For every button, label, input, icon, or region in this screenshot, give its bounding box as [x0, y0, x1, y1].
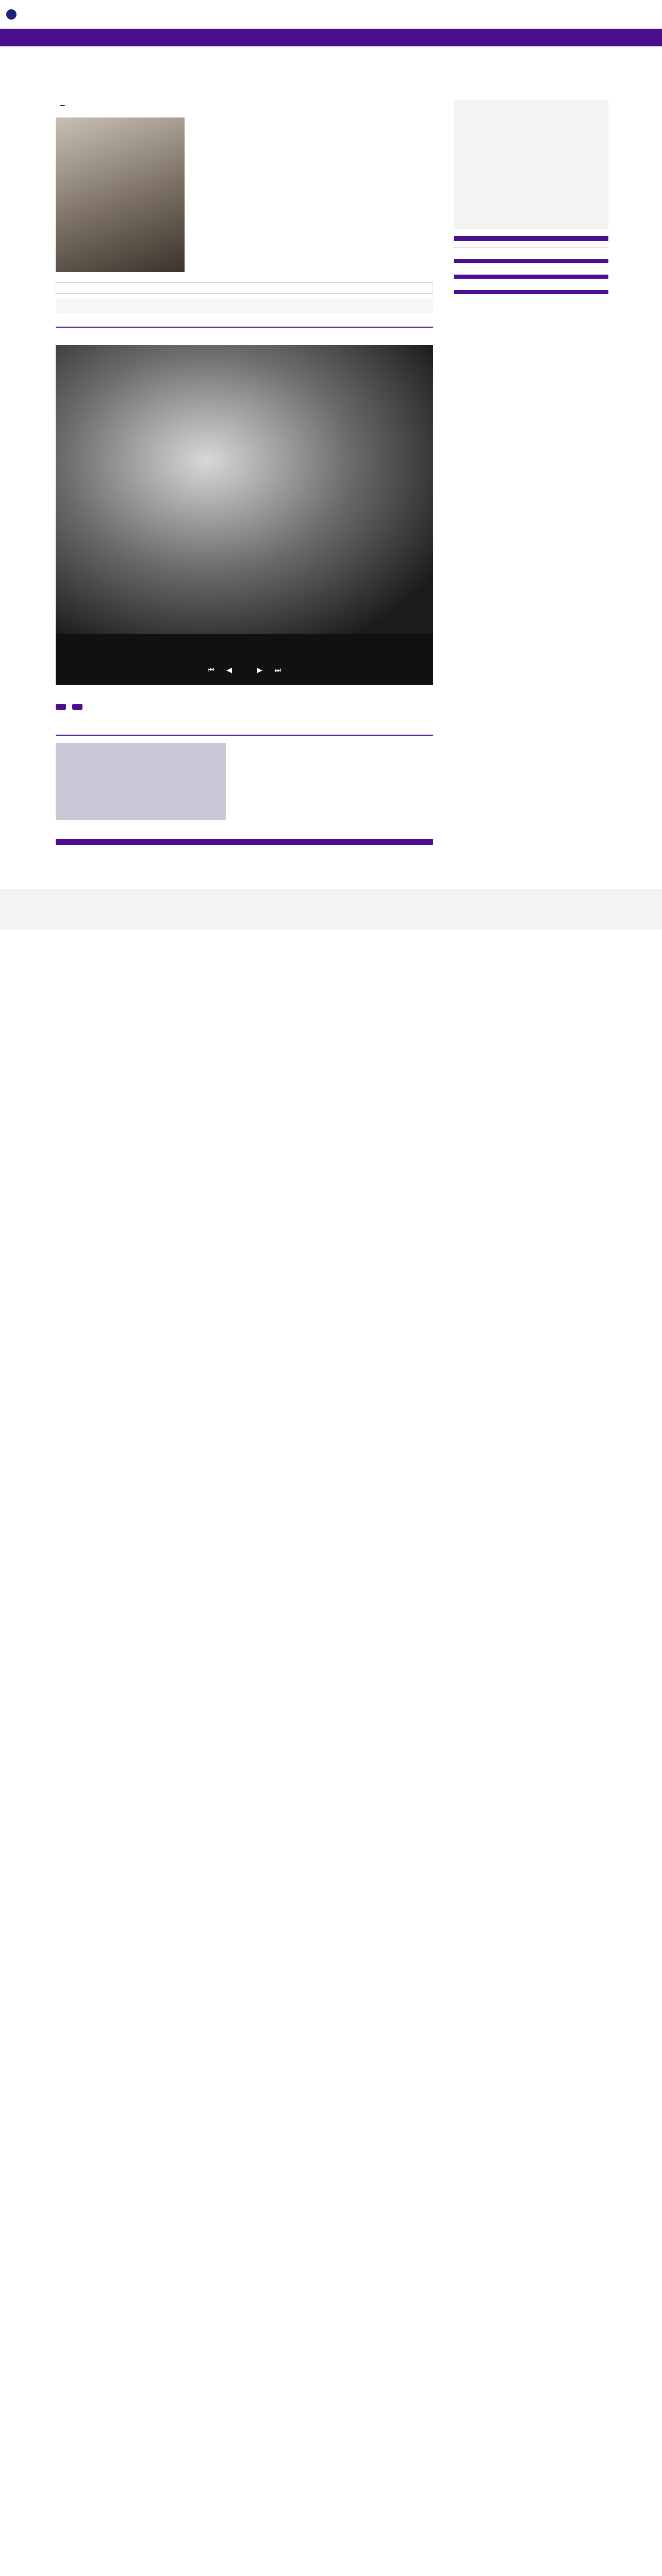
sidebar-ad[interactable]: [454, 100, 608, 229]
related-words-title: [56, 325, 433, 328]
coupon-title: [454, 275, 608, 279]
ranking-tabs: [454, 241, 608, 248]
site-logo[interactable]: [6, 9, 19, 20]
site-header: [0, 0, 662, 29]
logo-mark-icon: [6, 9, 16, 20]
article-meta: [56, 105, 433, 106]
gallery-nav: [56, 666, 433, 676]
last-icon[interactable]: ⏭: [274, 666, 282, 675]
read-also: [56, 299, 433, 313]
main-news: [56, 743, 433, 820]
top-story[interactable]: [56, 743, 237, 820]
present-title: [454, 259, 608, 263]
science-list-button[interactable]: [72, 704, 82, 710]
article-column: [56, 46, 433, 869]
first-icon[interactable]: ⏮: [207, 666, 214, 675]
topic-badge[interactable]: [60, 105, 65, 106]
gallery-image: [56, 345, 433, 634]
footer: [0, 889, 662, 929]
featured-header: [56, 839, 433, 845]
main-news-header: [56, 733, 433, 736]
photo-gallery[interactable]: [56, 345, 433, 685]
global-nav: [0, 29, 662, 46]
article-body: [197, 117, 433, 275]
sidebar: [454, 46, 608, 869]
top-story-thumb: [56, 743, 226, 820]
next-icon[interactable]: ▶: [257, 666, 262, 675]
article-photo[interactable]: [56, 117, 185, 275]
ranking-title: [454, 236, 608, 241]
related-box: [56, 282, 433, 294]
prev-icon[interactable]: ◀: [226, 666, 232, 675]
breaking-news-button[interactable]: [56, 704, 66, 710]
services-title: [454, 290, 608, 294]
professor-photo: [56, 117, 185, 272]
